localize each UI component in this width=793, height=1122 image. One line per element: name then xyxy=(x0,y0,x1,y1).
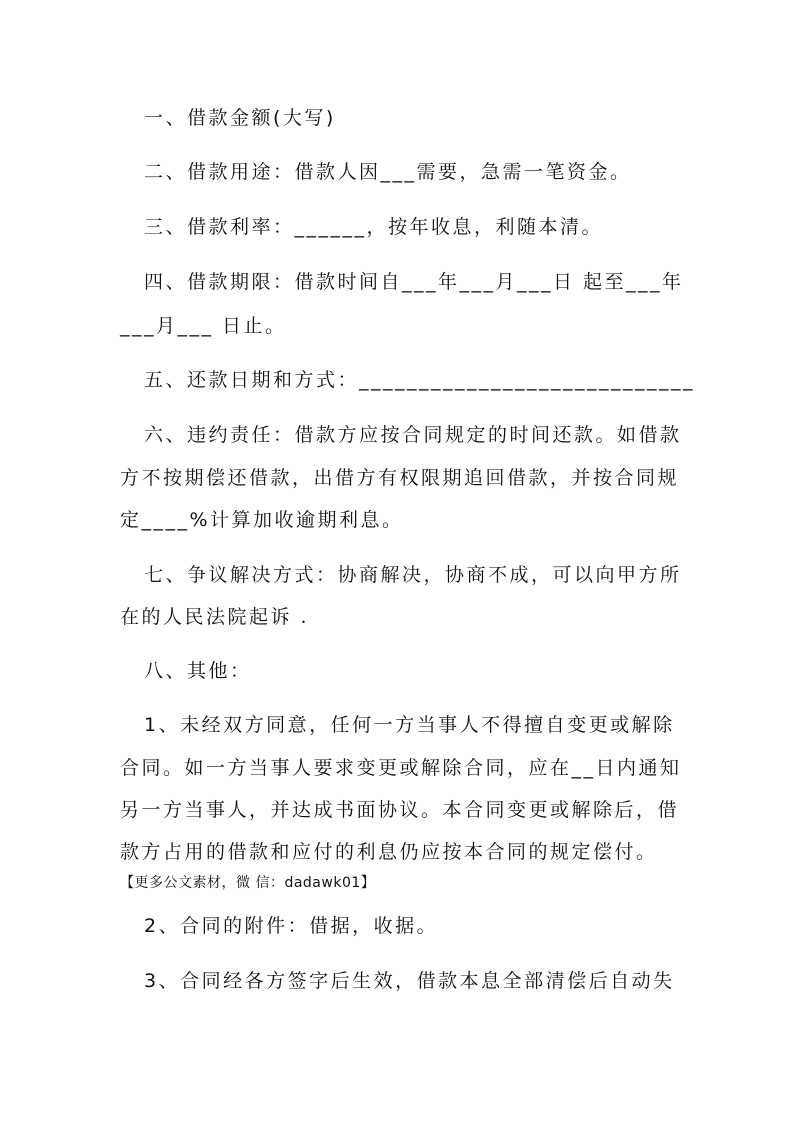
clause-8-item-1-line-4: 款方占用的借款和应付的利息仍应按本合同的规定偿付。 xyxy=(120,841,658,863)
clause-7-dispute-line-1: 七、争议解决方式：协商解决，协商不成，可以向甲方所 xyxy=(144,564,682,586)
clause-4-term-line-1: 四、借款期限：借款时间自___年___月___日 起至___年 xyxy=(144,271,684,293)
clause-8-item-1-line-1: 1、未经双方同意，任何一方当事人不得擅自变更或解除 xyxy=(144,714,675,736)
clause-8-other-heading: 八、其他： xyxy=(144,660,252,682)
clause-1-amount: 一、借款金额(大写) xyxy=(144,107,336,129)
clause-6-liability-line-3: 定____%计算加收逾期利息。 xyxy=(120,509,404,531)
clause-6-liability-line-1: 六、违约责任：借款方应按合同规定的时间还款。如借款 xyxy=(144,424,682,446)
clause-8-item-3-effectiveness: 3、合同经各方签字后生效，借款本息全部清偿后自动失 xyxy=(144,970,675,992)
clause-7-dispute-line-2: 在的人民法院起诉 . xyxy=(120,606,310,628)
clause-4-term-line-2: ___月___ 日止。 xyxy=(120,315,287,337)
clause-8-item-1-line-3: 另一方当事人，并达成书面协议。本合同变更或解除后，借 xyxy=(120,799,680,821)
clause-8-item-2-attachments: 2、合同的附件：借据，收据。 xyxy=(144,915,439,937)
clause-3-interest-rate: 三、借款利率：______，按年收息，利随本清。 xyxy=(144,216,604,238)
clause-6-liability-line-2: 方不按期偿还借款，出借方有权限期追回借款，并按合同规 xyxy=(120,467,680,489)
clause-2-purpose: 二、借款用途：借款人因___需要，急需一笔资金。 xyxy=(144,161,632,183)
clause-8-item-1-line-2: 合同。如一方当事人要求变更或解除合同，应在__日内通知 xyxy=(120,757,682,779)
clause-5-repayment: 五、还款日期和方式：____________________________ xyxy=(144,369,696,391)
promo-note: 【更多公文素材，微 信：dadawk01】 xyxy=(120,875,376,891)
